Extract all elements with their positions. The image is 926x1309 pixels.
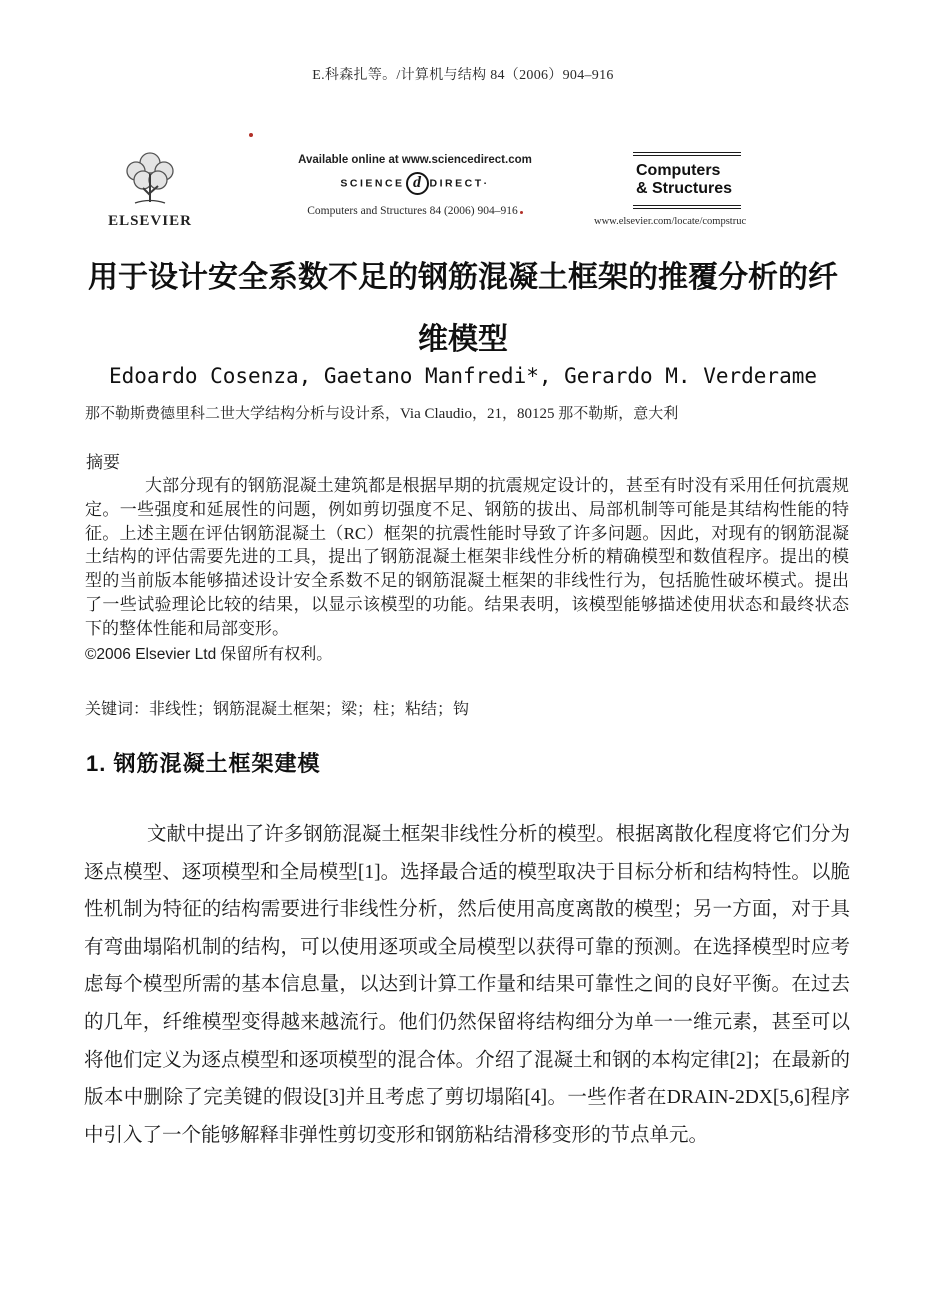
running-head: E.科森扎等。/计算机与结构 84（2006）904–916 bbox=[312, 68, 614, 83]
elsevier-tree-icon bbox=[113, 150, 187, 212]
available-online-text: Available online at www.sciencedirect.com bbox=[298, 154, 532, 166]
red-dot-mark bbox=[249, 133, 253, 137]
abstract-paragraph: 大部分现有的钢筋混凝土建筑都是根据早期的抗震规定设计的，甚至有时没有采用任何抗震规定。一些强度和延展性的问题，例如剪切强度不足、钢筋的拔出、局部机制等可能是其结构性能的特征。上述主题在评估钢筋混凝土（RC）框架的抗震性能时导致了许多问题。因此，对现有的钢筋混凝土结构的评估需要先进的工具，提出了钢筋混凝土框架非线性分析的精确模型和数值程序。提出的模型的当前版本能够描述设计安全系数不足的钢筋混凝土框架的非线性行为，包括脆性破坏模式。提出了一些试验理论比较的结果，以显示该模型的功能。结果表明，该模型能够描述使用状态和最终状态下的整体性能和局部变形。 bbox=[85, 476, 849, 638]
copyright-english: ©2006 Elsevier Ltd bbox=[85, 646, 217, 663]
affiliation-line: 那不勒斯费德里科二世大学结构分析与设计系，Via Claudio，21，80125 那不勒斯，意大利 bbox=[85, 406, 679, 422]
sciencedirect-word-left: SCIENCE bbox=[340, 177, 405, 190]
elsevier-logo bbox=[108, 150, 192, 230]
keywords-line: 关键词：非线性；钢筋混凝土框架；梁；柱；粘结；钩 bbox=[85, 701, 470, 718]
author-line: Edoardo Cosenza, Gaetano Manfredi*, Gerardo M. Verderame bbox=[108, 364, 817, 388]
elsevier-wordmark: ELSEVIER bbox=[108, 213, 192, 229]
page-title: 用于设计安全系数不足的钢筋混凝土框架的推覆分析的纤维模型 bbox=[88, 261, 838, 356]
abstract-label: 摘要 bbox=[86, 453, 120, 472]
section-1-heading: 1. 钢筋混凝土框架建模 bbox=[86, 751, 321, 776]
double-rule-bottom bbox=[633, 205, 741, 209]
sciencedirect-logo bbox=[283, 172, 547, 197]
masthead-center bbox=[283, 154, 547, 217]
sciencedirect-word-right: DIRECT· bbox=[429, 177, 490, 190]
journal-url: www.elsevier.com/locate/compstruc bbox=[594, 216, 747, 227]
section-1-paragraph: 文献中提出了许多钢筋混凝土框架非线性分析的模型。根据离散化程度将它们分为逐点模型、逐项模型和全局模型[1]。选择最合适的模型取决于目标分析和结构特性。以脆性机制为特征的结构需要进行非线性分析，然后使用高度离散的模型；另一方面，对于具有弯曲塌陷机制的结构，可以使用逐项或全局模型以获得可靠的预测。在选择模型时应考虑每个模型所需的基本信息量，以达到计算工作量和结果可靠性之间的良好平衡。在过去的几年，纤维模型变得越来越流行。他们仍然保留将结构细分为单一一维元素，甚至可以将他们定义为逐点模型和逐项模型的混合体。介绍了混凝土和钢的本构定律[2]；在最新的版本中删除了完美键的假设[3]并且考虑了剪切塌陷[4]。一些作者在DRAIN-2DX[5,6]程序中引入了一个能够解释非弹性剪切变形和钢筋粘结滑移变形的节点单元。 bbox=[84, 824, 850, 1146]
copyright-line bbox=[85, 641, 332, 664]
sciencedirect-d-icon: d bbox=[406, 172, 429, 195]
journal-citation-text: Computers and Structures 84 (2006) 904–916 bbox=[307, 205, 518, 217]
journal-name-line2: & Structures bbox=[636, 179, 733, 197]
journal-name bbox=[633, 156, 741, 205]
citation-red-dot bbox=[520, 211, 523, 214]
journal-box bbox=[594, 152, 747, 227]
copyright-chinese: 保留所有权利。 bbox=[220, 646, 333, 663]
journal-name-line1: Computers bbox=[636, 162, 721, 179]
journal-citation bbox=[283, 205, 547, 217]
